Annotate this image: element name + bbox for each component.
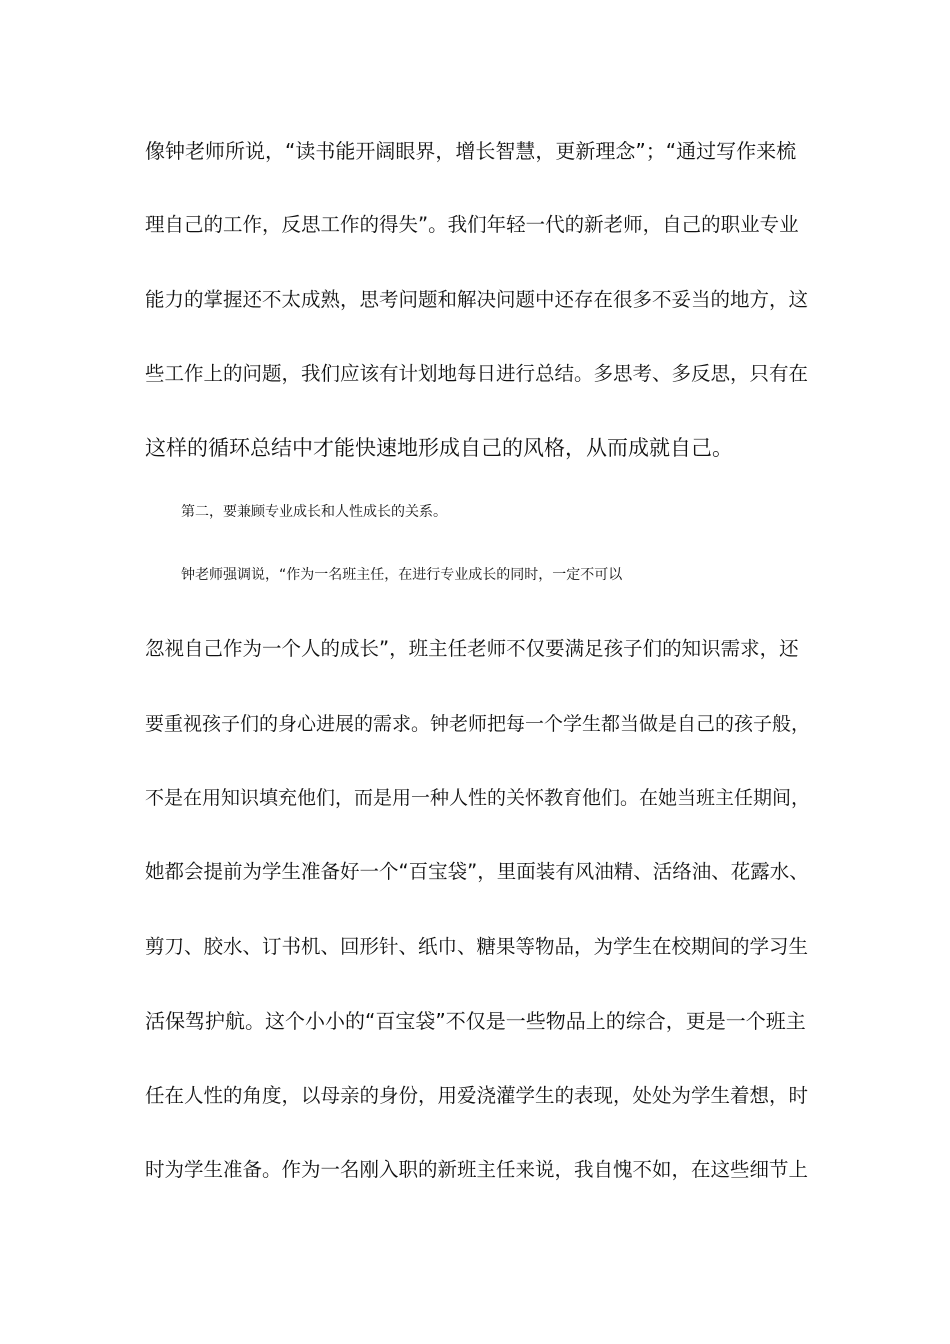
text-line: 理自己的工作，反思工作的得失”。我们年轻一代的新老师，自己的职业专业 [145,213,799,236]
text-line: 些工作上的问题，我们应该有计划地每日进行总结。多思考、多反思，只有在 [145,362,809,385]
section-heading: 第二，要兼顾专业成长和人性成长的关系。 [181,504,447,520]
text-line: 像钟老师所说，“读书能开阔眼界，增长智慧，更新理念”；“通过写作来梳 [145,139,797,163]
text-line: 忽视自己作为一个人的成长”，班主任老师不仅要满足孩子们的知识需求，还 [145,637,799,660]
text-line: 要重视孩子们的身心进展的需求。钟老师把每一个学生都当做是自己的孩子般， [145,713,811,735]
text-line: 任在人性的角度，以母亲的身份，用爱浇灌学生的表现，处处为学生着想，时 [145,1084,809,1107]
text-line: 这样的循环总结中才能快速地形成自己的风格，从而成就自己。 [145,436,733,460]
text-line: 剪刀、胶水、订书机、回形针、纸巾、糖果等物品，为学生在校期间的学习生 [145,935,809,958]
text-line: 能力的掌握还不太成熟，思考问题和解决问题中还存在很多不妥当的地方，这 [145,288,809,311]
text-line: 她都会提前为学生准备好一个“百宝袋”，里面装有风油精、活络油、花露水、 [145,860,809,883]
text-line: 时为学生准备。作为一名刚入职的新班主任来说，我自愧不如，在这些细节上 [145,1158,809,1181]
text-line: 不是在用知识填充他们，而是用一种人性的关怀教育他们。在她当班主任期间， [145,787,811,809]
text-line: 钟老师强调说，“作为一名班主任，在进行专业成长的同时，一定不可以 [181,567,623,583]
text-line: 活保驾护航。这个小小的“百宝袋”不仅是一些物品上的综合，更是一个班主 [145,1009,806,1033]
